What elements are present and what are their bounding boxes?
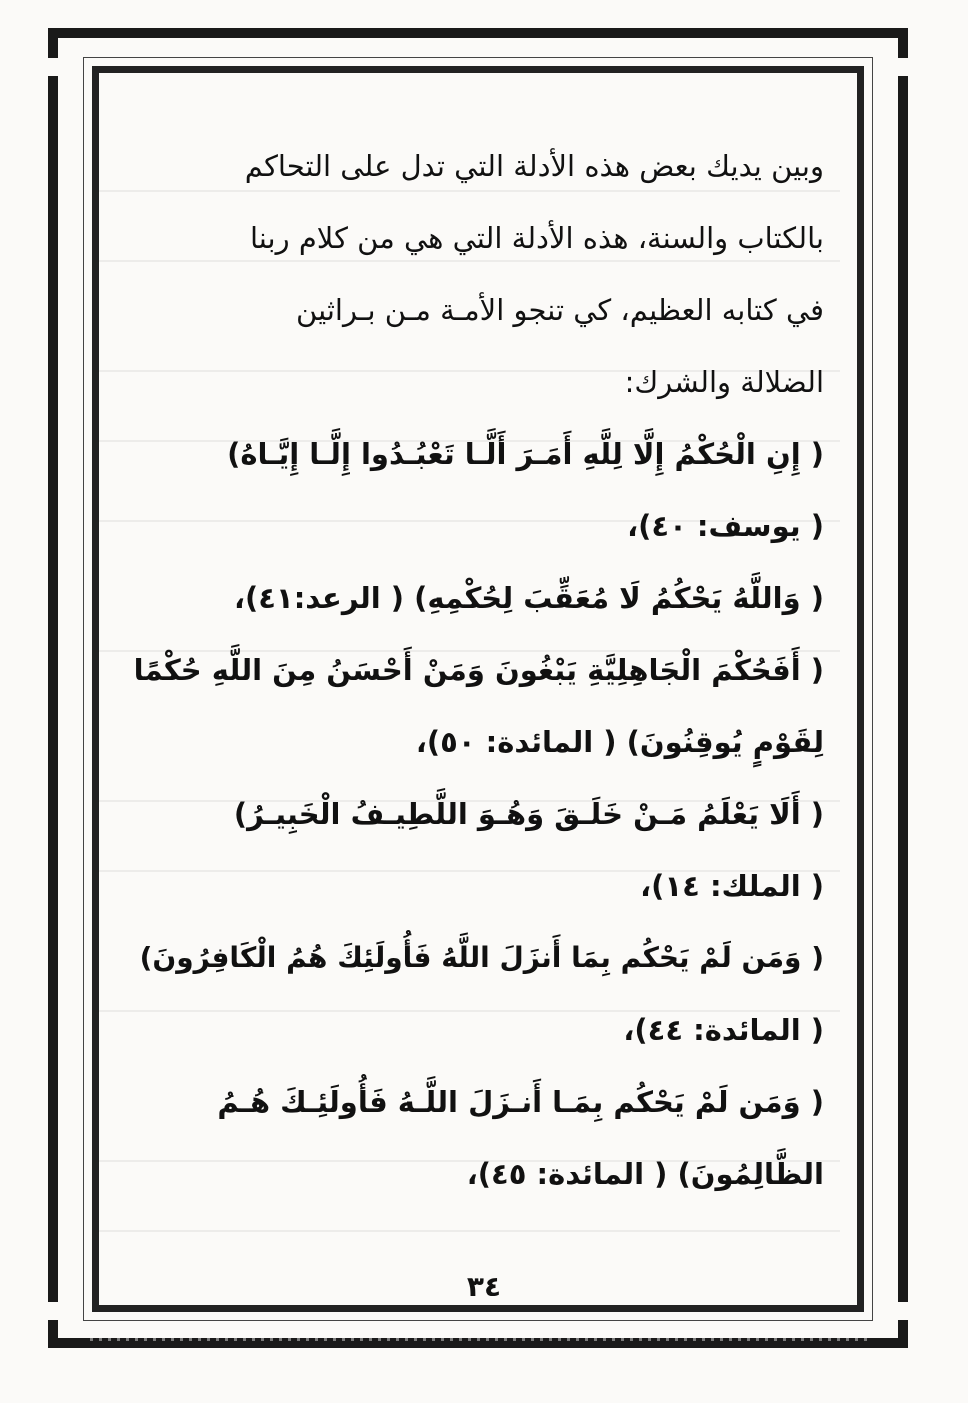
verse-line: لِقَوْمٍ يُوقِنُونَ) ( المائدة: ٥٠)، [415,725,824,759]
text-line: الضلالة والشرك: [624,365,824,399]
verse-line: ( وَاللَّهُ يَحْكُمُ لَا مُعَقِّبَ لِحُكْمِهِ) ( الرعد:٤١)، [234,581,824,615]
frame-notch [48,58,58,76]
verse-line: ( وَمَن لَمْ يَحْكُم بِمَـا أَنـزَلَ اللَّـهُ فَأُولَئِـكَ هُـمُ [217,1085,824,1119]
verse-reference: ( الملك: ١٤)، [640,869,824,903]
page-number: ٣٤ [466,1270,502,1303]
text-line: في كتابه العظيم، كي تنجو الأمـة مـن بـراثين [296,293,824,327]
verse-line: ( أَفَحُكْمَ الْجَاهِلِيَّةِ يَبْغُونَ وَمَنْ أَحْسَنُ مِنَ اللَّهِ حُكْمًا [133,653,824,687]
verse-line: ( إِنِ الْحُكْمُ إِلَّا لِلَّهِ أَمَـرَ أَلَّـا تَعْبُـدُوا إِلَّـا إِيَّـاهُ) [227,437,824,471]
text-line: بالكتاب والسنة، هذه الأدلة التي هي من كلام ربنا [249,221,824,255]
frame-notch [898,1302,908,1320]
frame-notch [48,1302,58,1320]
verse-line: ( وَمَن لَمْ يَحْكُم بِمَا أَنزَلَ اللَّهُ فَأُولَئِكَ هُمُ الْكَافِرُونَ) [139,941,824,974]
frame-notch [898,58,908,76]
body-text [118,130,824,1210]
verse-reference: ( المائدة: ٤٤)، [623,1013,824,1047]
verse-line: ( أَلَا يَعْلَمُ مَـنْ خَلَـقَ وَهُـوَ اللَّطِيـفُ الْخَبِيـرُ) [233,797,824,831]
scan-dots [90,1338,870,1341]
verse-line: الظَّالِمُونَ) ( المائدة: ٤٥)، [466,1157,824,1191]
verse-reference: ( يوسف: ٤٠)، [627,509,824,543]
text-line: وبين يديك بعض هذه الأدلة التي تدل على التحاكم [244,149,824,183]
